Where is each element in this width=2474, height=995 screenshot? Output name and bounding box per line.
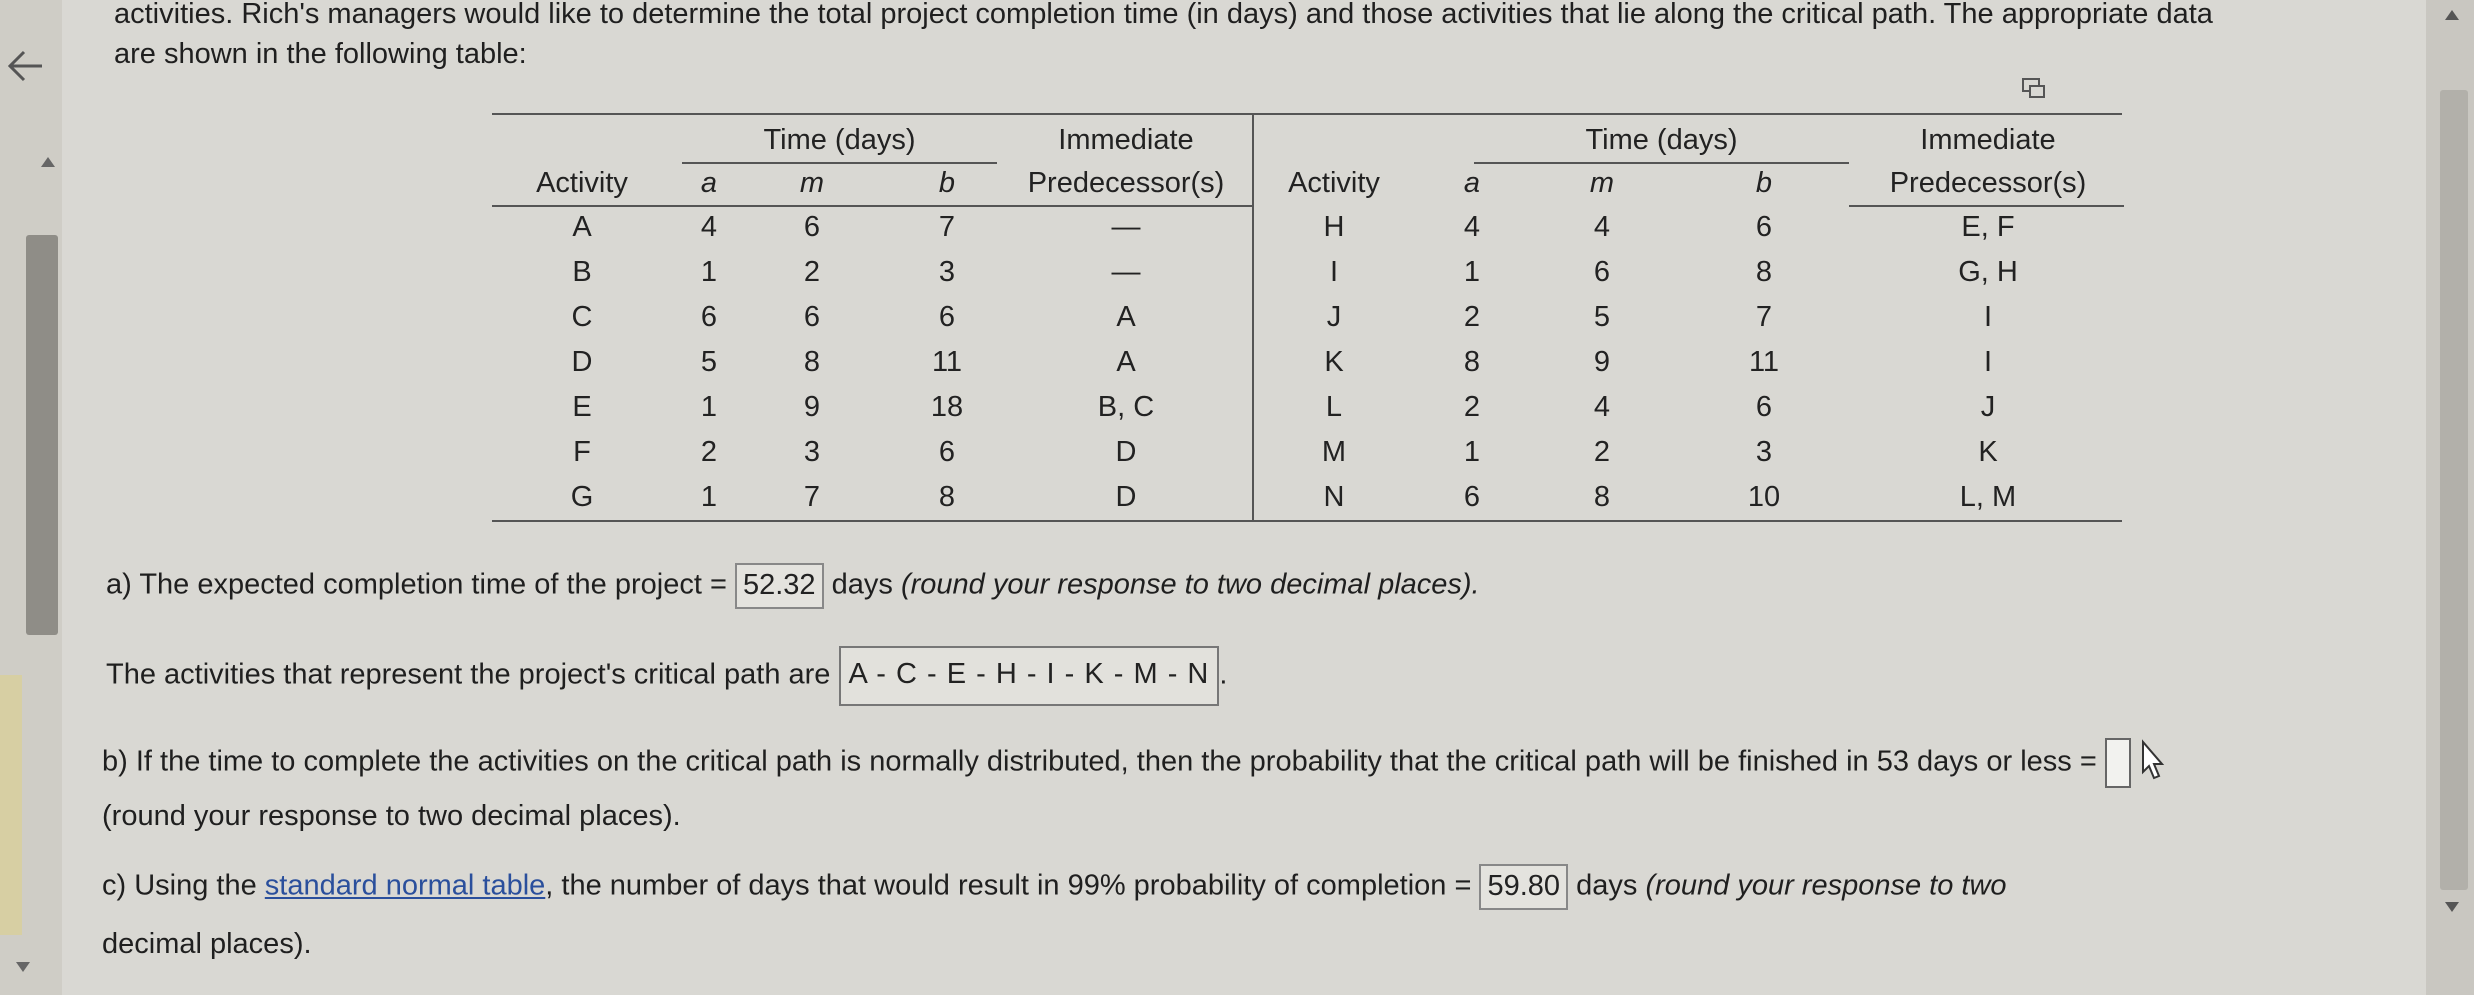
header-activity-right: Activity <box>1288 167 1380 199</box>
header-time-days-left: Time (days) <box>763 124 916 156</box>
question-b-line-1: b) If the time to complete the activities on the critical path is normally distributed, then the probability that the critical path will be finished in 53 days or less = <box>102 745 2097 778</box>
m-cell: 3 <box>803 436 821 468</box>
critical-path-prefix: The activities that represent the project's critical path are <box>106 658 831 691</box>
m-cell: 9 <box>803 391 821 423</box>
activity-cell: L <box>1325 391 1343 423</box>
header-a-left: a <box>700 167 718 199</box>
vertical-scrollbar[interactable] <box>2426 0 2474 995</box>
m-cell: 9 <box>1593 346 1611 378</box>
time-group-rule-left <box>682 162 997 164</box>
header-immediate-left: Immediate <box>1058 124 1194 156</box>
m-cell: 4 <box>1593 211 1611 243</box>
a-cell: 1 <box>1463 436 1481 468</box>
question-c-middle: , the number of days that would result in 99% probability of completion = <box>545 869 1472 902</box>
header-activity-left: Activity <box>536 167 628 199</box>
predecessor-cell: — <box>1111 211 1141 243</box>
critical-path-answer[interactable]: A - C - E - H - I - K - M - N <box>839 646 1220 706</box>
b-cell: 6 <box>938 436 956 468</box>
scrollbar-up-arrow-icon[interactable] <box>2444 8 2460 22</box>
m-cell: 2 <box>1593 436 1611 468</box>
header-m-left: m <box>799 167 825 199</box>
predecessor-cell: A <box>1116 301 1136 333</box>
probability-answer-input[interactable] <box>2105 738 2131 788</box>
b-cell: 6 <box>938 301 956 333</box>
question-c <box>102 864 2007 910</box>
question-b <box>102 738 2167 788</box>
completion-time-answer[interactable]: 52.32 <box>735 563 824 609</box>
header-immediate-right: Immediate <box>1920 124 2056 156</box>
activity-cell: J <box>1326 301 1342 333</box>
b-cell: 10 <box>1747 481 1781 513</box>
b-cell: 8 <box>938 481 956 513</box>
header-predecessors-left: Predecessor(s) <box>1027 167 1225 199</box>
predecessor-cell: I <box>1983 346 1993 378</box>
scroll-down-icon[interactable] <box>14 960 32 974</box>
activity-cell: H <box>1323 211 1345 243</box>
header-time-days-right: Time (days) <box>1585 124 1738 156</box>
activity-cell: E <box>572 391 592 423</box>
a-cell: 6 <box>700 301 718 333</box>
header-rule-left <box>492 205 1252 207</box>
left-navigation-rail <box>0 0 62 995</box>
m-cell: 6 <box>803 301 821 333</box>
b-cell: 6 <box>1755 391 1773 423</box>
m-cell: 2 <box>803 256 821 288</box>
b-cell: 18 <box>930 391 964 423</box>
m-cell: 4 <box>1593 391 1611 423</box>
b-cell: 6 <box>1755 211 1773 243</box>
activity-cell: G <box>570 481 594 513</box>
copy-table-icon[interactable] <box>2020 76 2048 102</box>
table-top-rule <box>492 113 2122 115</box>
a-cell: 1 <box>1463 256 1481 288</box>
predecessor-cell: D <box>1115 436 1137 468</box>
question-c-prefix: c) Using the <box>102 869 257 902</box>
m-cell: 8 <box>1593 481 1611 513</box>
activity-cell: I <box>1329 256 1339 288</box>
activity-cell: A <box>572 211 592 243</box>
intro-line-1: activities. Rich's managers would like to determine the total project completion time (in days) and those activities that lie along the critical path. The appropriate data <box>114 0 2213 30</box>
days-99-percent-answer[interactable]: 59.80 <box>1479 864 1568 910</box>
a-cell: 1 <box>700 481 718 513</box>
question-a <box>106 563 1480 609</box>
scrollbar-thumb[interactable] <box>2440 90 2468 890</box>
a-cell: 8 <box>1463 346 1481 378</box>
header-b-left: b <box>938 167 956 199</box>
activity-cell: M <box>1321 436 1347 468</box>
a-cell: 2 <box>700 436 718 468</box>
question-c-days: days <box>1576 869 1638 902</box>
activity-cell: B <box>572 256 592 288</box>
a-cell: 1 <box>700 256 718 288</box>
predecessor-cell: E, F <box>1961 211 2015 243</box>
activity-cell: D <box>571 346 593 378</box>
m-cell: 6 <box>803 211 821 243</box>
table-bottom-rule <box>492 520 2122 522</box>
question-c-line-2: decimal places). <box>102 928 312 960</box>
m-cell: 7 <box>803 481 821 513</box>
predecessor-cell: A <box>1116 346 1136 378</box>
problem-content <box>62 0 2426 995</box>
scrollbar-down-arrow-icon[interactable] <box>2444 900 2460 914</box>
predecessor-cell: J <box>1980 391 1996 423</box>
a-cell: 5 <box>700 346 718 378</box>
m-cell: 8 <box>803 346 821 378</box>
header-a-right: a <box>1463 167 1481 199</box>
header-predecessors-right: Predecessor(s) <box>1889 167 2087 199</box>
mouse-cursor-icon <box>2129 738 2167 788</box>
header-rule-right <box>1849 205 2124 207</box>
time-group-rule-right <box>1474 162 1849 164</box>
activity-table <box>492 113 2122 525</box>
a-cell: 4 <box>1463 211 1481 243</box>
predecessor-cell: L, M <box>1959 481 2017 513</box>
question-a-rounding-note: (round your response to two decimal places). <box>900 568 1480 601</box>
question-a-prefix: a) The expected completion time of the project = <box>106 568 727 601</box>
m-cell: 5 <box>1593 301 1611 333</box>
a-cell: 4 <box>700 211 718 243</box>
left-scrollbar-thumb[interactable] <box>26 235 58 635</box>
predecessor-cell: K <box>1978 436 1998 468</box>
predecessor-cell: D <box>1115 481 1137 513</box>
predecessor-cell: I <box>1983 301 1993 333</box>
predecessor-cell: B, C <box>1097 391 1155 423</box>
scroll-up-icon[interactable] <box>39 155 57 169</box>
critical-path-period: . <box>1219 658 1228 691</box>
back-arrow-icon[interactable] <box>2 42 50 90</box>
b-cell: 8 <box>1755 256 1773 288</box>
b-cell: 3 <box>938 256 956 288</box>
activity-cell: F <box>573 436 591 468</box>
a-cell: 6 <box>1463 481 1481 513</box>
question-c-rounding-note: (round your response to two <box>1645 869 2007 902</box>
header-b-right: b <box>1755 167 1773 199</box>
problem-intro <box>114 0 2414 74</box>
predecessor-cell: G, H <box>1958 256 2018 288</box>
activity-cell: N <box>1323 481 1345 513</box>
intro-line-2: are shown in the following table: <box>114 38 527 70</box>
m-cell: 6 <box>1593 256 1611 288</box>
activity-cell: K <box>1324 346 1344 378</box>
b-cell: 3 <box>1755 436 1773 468</box>
a-cell: 2 <box>1463 301 1481 333</box>
standard-normal-table-link[interactable]: standard normal table <box>264 869 546 902</box>
b-cell: 11 <box>1748 346 1780 378</box>
question-b-line-2: (round your response to two decimal places). <box>102 800 681 832</box>
predecessor-cell: — <box>1111 256 1141 288</box>
question-a-days: days <box>831 568 893 601</box>
b-cell: 7 <box>938 211 956 243</box>
header-m-right: m <box>1589 167 1615 199</box>
a-cell: 1 <box>700 391 718 423</box>
b-cell: 7 <box>1755 301 1773 333</box>
a-cell: 2 <box>1463 391 1481 423</box>
b-cell: 11 <box>931 346 963 378</box>
critical-path-question <box>106 646 1227 706</box>
highlight-strip <box>0 675 22 935</box>
activity-cell: C <box>571 301 593 333</box>
